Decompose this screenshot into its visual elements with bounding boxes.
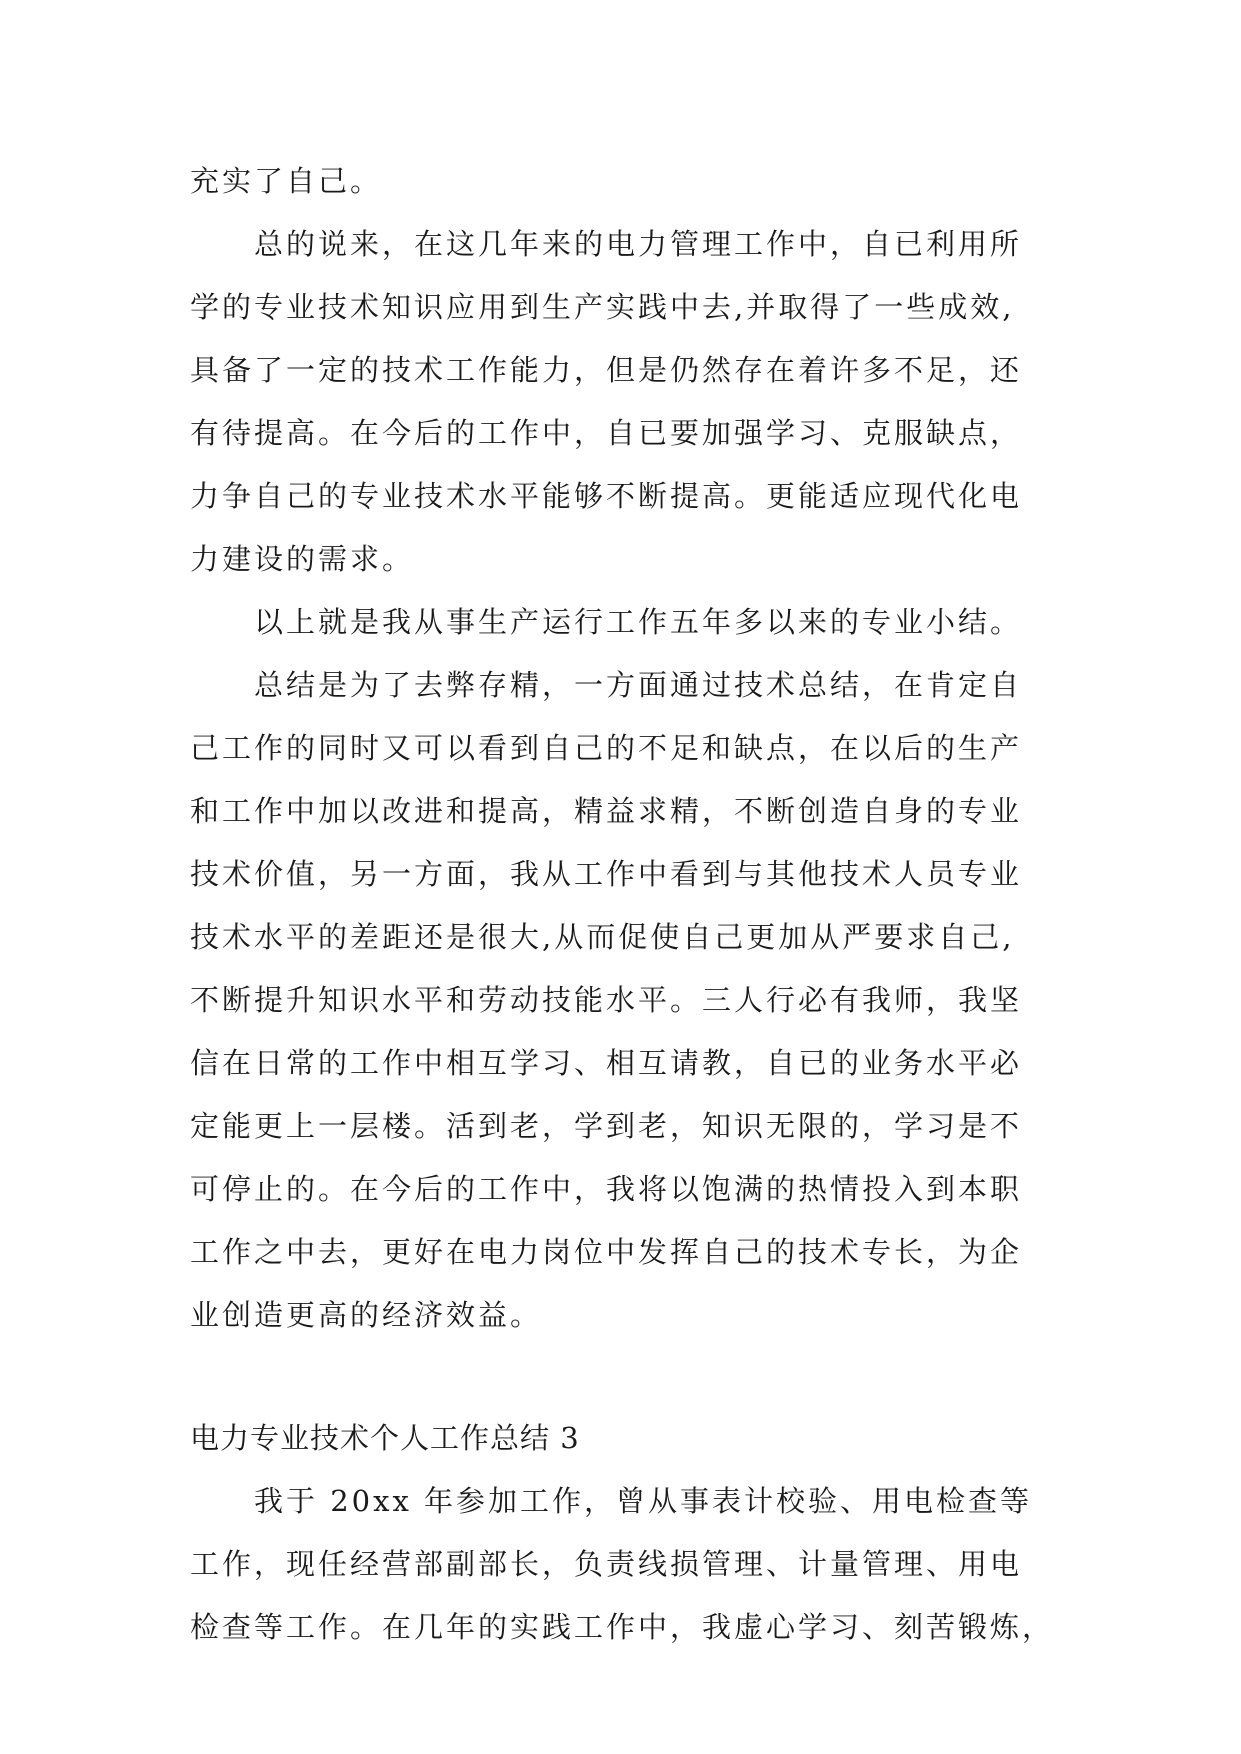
paragraph-line: 总的说来，在这几年来的电力管理工作中，自已利用所 — [254, 227, 1023, 261]
paragraph-line: 具备了一定的技术工作能力，但是仍然存在着许多不足，还 — [190, 353, 1023, 387]
paragraph-line: 学的专业技术知识应用到生产实践中去,并取得了一些成效, — [190, 290, 1015, 324]
paragraph — [190, 591, 1090, 654]
paragraph-line: 业创造更高的经济效益。 — [190, 1298, 543, 1332]
section-title: 电力专业技术个人工作总结 3 — [190, 1421, 580, 1455]
paragraph — [190, 1470, 1090, 1659]
paragraph-line: 信在日常的工作中相互学习、相互请教，自已的业务水平必 — [190, 1046, 1023, 1080]
paragraph-line: 力争自己的专业技术水平能够不断提高。更能适应现代化电 — [190, 479, 1023, 513]
paragraph-line: 总结是为了去弊存精，一方面通过技术总结，在肯定自 — [254, 668, 1023, 702]
paragraph-line: 可停止的。在今后的工作中，我将以饱满的热情投入到本职 — [190, 1172, 1023, 1206]
paragraph-line: 检查等工作。在几年的实践工作中，我虚心学习、刻苦锻炼， — [190, 1610, 1055, 1644]
paragraph-line: 定能更上一层楼。活到老，学到老，知识无限的，学习是不 — [190, 1109, 1023, 1143]
paragraph-line: 己工作的同时又可以看到自己的不足和缺点，在以后的生产 — [190, 731, 1023, 765]
paragraph-line: 不断提升知识水平和劳动技能水平。三人行必有我师，我坚 — [190, 983, 1023, 1017]
paragraph — [190, 150, 1090, 213]
paragraph — [190, 213, 1090, 591]
paragraph — [190, 654, 1090, 1347]
paragraph-line: 技术价值，另一方面，我从工作中看到与其他技术人员专业 — [190, 857, 1023, 891]
paragraph-line: 充实了自己。 — [190, 164, 383, 198]
paragraph-line: 工作之中去，更好在电力岗位中发挥自己的技术专长，为企 — [190, 1235, 1023, 1269]
paragraph-line: 技术水平的差距还是很大,从而促使自己更加从严要求自己, — [190, 920, 1015, 954]
paragraph-line: 有待提高。在今后的工作中，自已要加强学习、克服缺点， — [190, 416, 1023, 450]
paragraph-line: 以上就是我从事生产运行工作五年多以来的专业小结。 — [254, 605, 1023, 639]
paragraph-line: 工作，现任经营部副部长，负责线损管理、计量管理、用电 — [190, 1547, 1023, 1581]
paragraph-line: 和工作中加以改进和提高，精益求精，不断创造自身的专业 — [190, 794, 1023, 828]
paragraph-line: 我于 20xx 年参加工作，曾从事表计校验、用电检查等 — [254, 1484, 1033, 1518]
document-body — [190, 150, 1090, 1659]
paragraph-line: 力建设的需求。 — [190, 542, 415, 576]
